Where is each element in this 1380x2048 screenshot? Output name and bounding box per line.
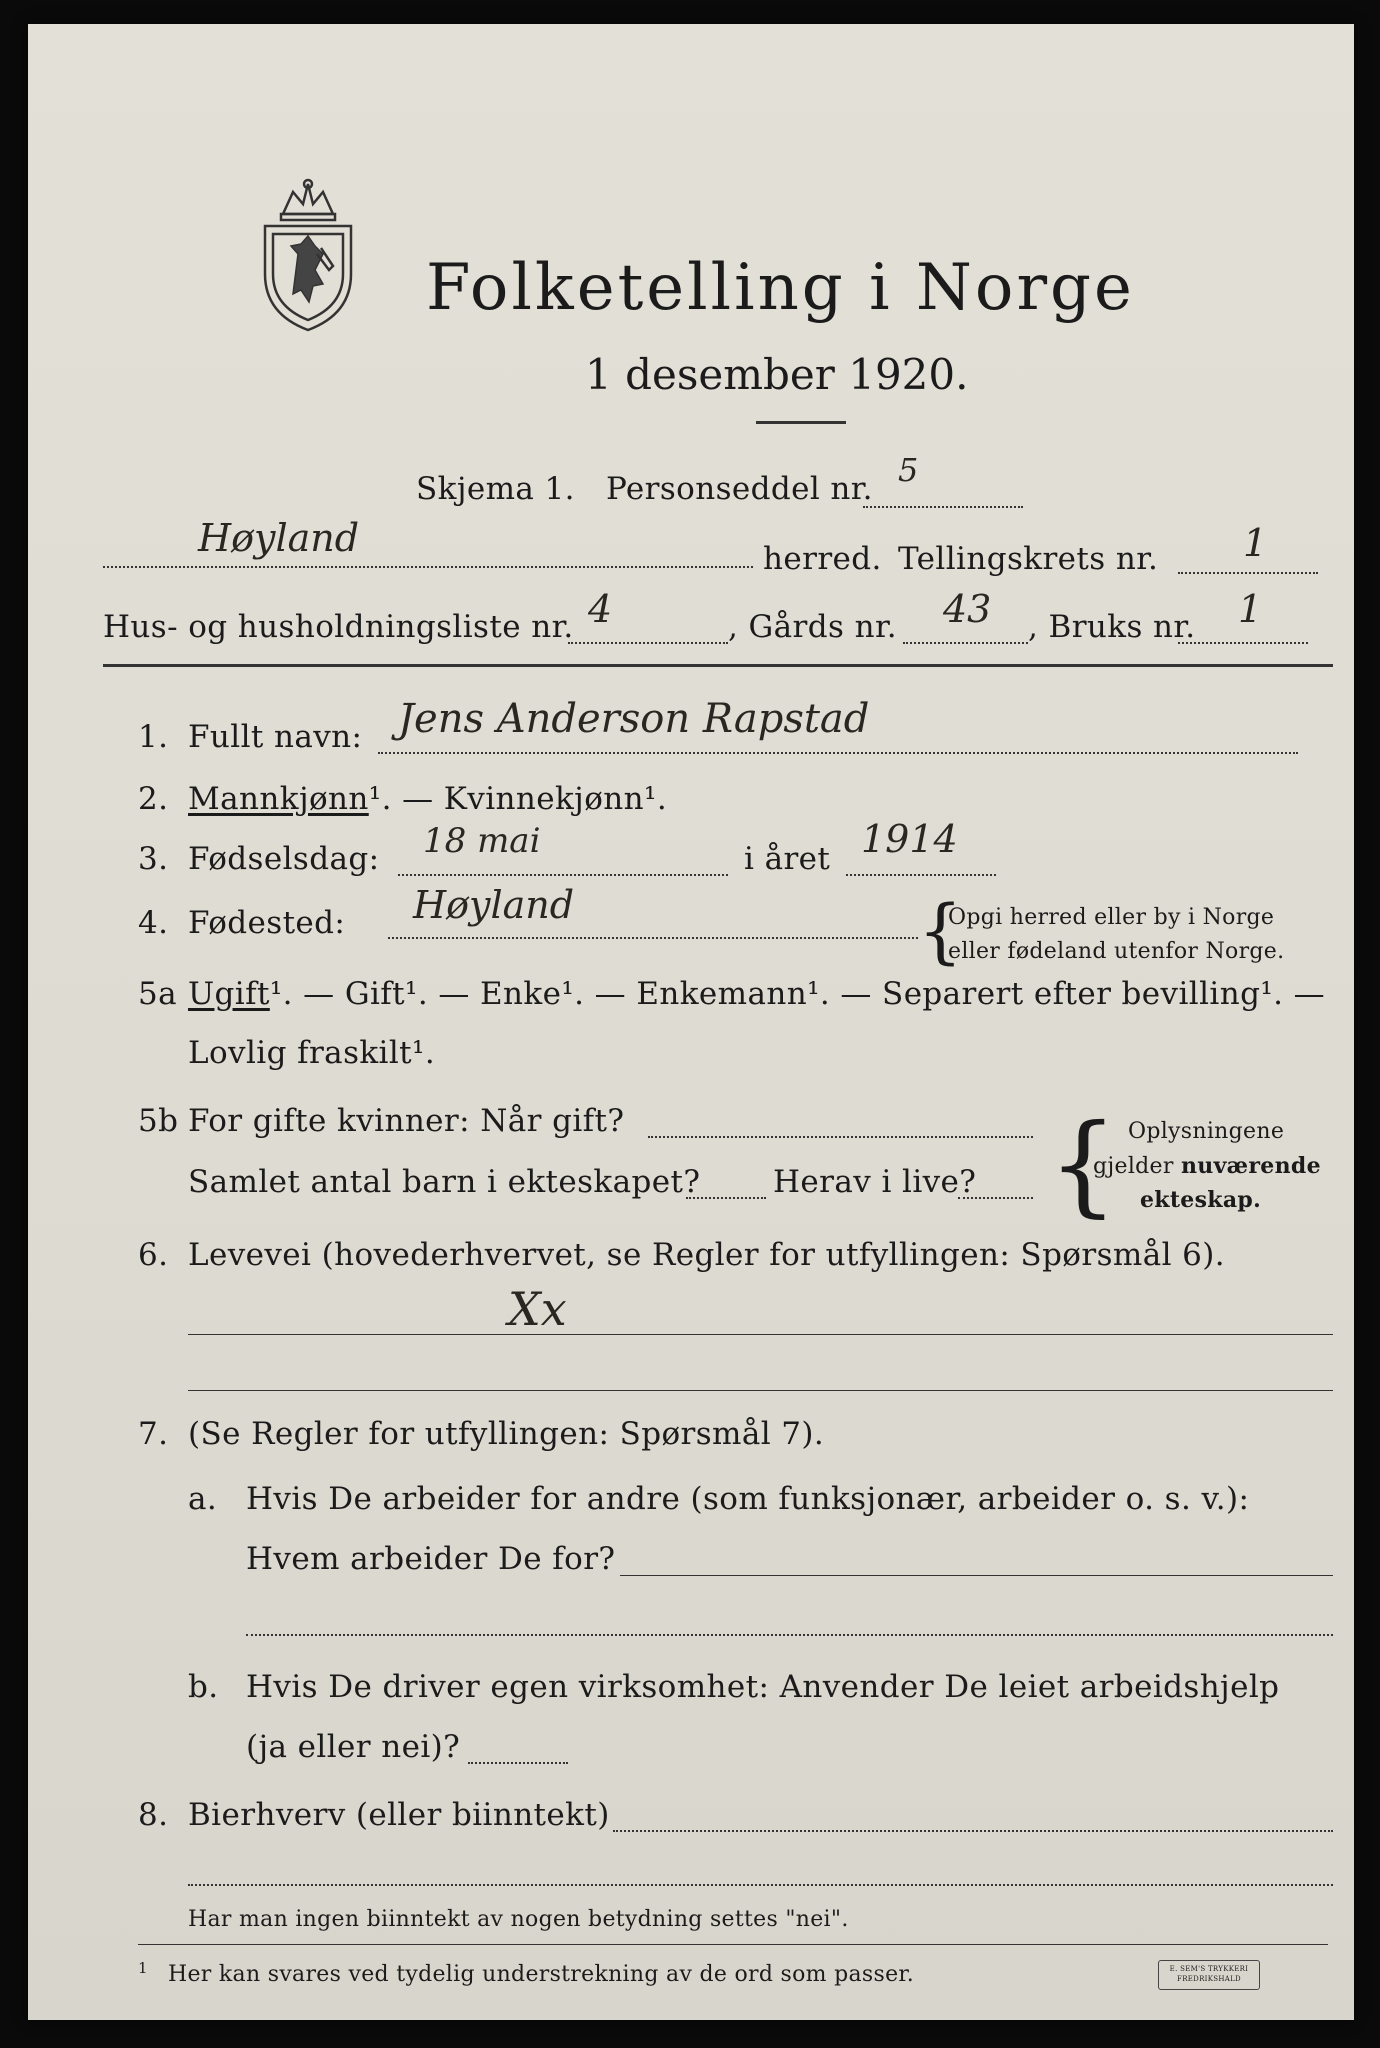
herred-value: Høyland <box>198 516 360 560</box>
q6-value: Xx <box>508 1282 567 1336</box>
q5b-note-line3: ekteskap. <box>1140 1187 1262 1213</box>
personseddel-value: 5 <box>898 451 919 489</box>
q6-line1 <box>188 1334 1333 1335</box>
header-separator <box>103 664 1333 667</box>
q5b-children-label: Samlet antal barn i ekteskapet? <box>188 1164 701 1200</box>
q2-text <box>188 781 668 817</box>
q5a-unmarried-option: Ugift <box>188 976 270 1012</box>
q2-male-option: Mannkjønn <box>188 781 369 817</box>
q7a-number: a. <box>188 1481 218 1517</box>
q3-line <box>398 874 728 876</box>
q4-number: 4. <box>138 905 169 941</box>
q8-number: 8. <box>138 1797 169 1833</box>
q7a-extra-line <box>246 1634 1333 1636</box>
q8-line2 <box>188 1884 1333 1886</box>
tellingskrets-label: Tellingskrets nr. <box>898 541 1159 577</box>
q7a-employer-label: Hvem arbeider De for? <box>246 1541 616 1577</box>
gards-value: 43 <box>943 587 992 631</box>
q5b-alive-line <box>958 1197 1033 1199</box>
printer-stamp-line1: E. SEM'S TRYKKERI <box>1169 1965 1249 1973</box>
q3-year-label: i året <box>744 841 831 877</box>
census-form-sheet <box>28 24 1354 2020</box>
q1-value: Jens Anderson Rapstad <box>398 696 870 742</box>
footnote-text: Her kan svares ved tydelig understrekning av de ord som passer. <box>168 1962 915 1987</box>
q2-number: 2. <box>138 781 169 817</box>
q5b-note-line2: gjelder nuværende <box>1093 1153 1321 1179</box>
q7b-yesno-line <box>468 1762 568 1764</box>
q4-note-line1: Opgi herred eller by i Norge <box>948 905 1275 930</box>
q5a-text <box>188 976 1326 1012</box>
q3-label: Fødselsdag: <box>188 841 380 877</box>
q5a-other-options: ¹. — Gift¹. — Enke¹. — Enkemann¹. — Separert efter bevilling¹. — <box>269 976 1326 1012</box>
q7b-label: Hvis De driver egen virksomhet: Anvender De leiet arbeidshjelp <box>246 1669 1280 1705</box>
q7b-number: b. <box>188 1669 219 1705</box>
q1-line <box>378 752 1298 754</box>
schema-label: Skjema 1. <box>416 471 575 507</box>
q7b-yesno-label: (ja eller nei)? <box>246 1729 461 1765</box>
tellingskrets-line <box>1178 572 1318 574</box>
footnote-mark: 1 <box>138 1959 148 1977</box>
tellingskrets-value: 1 <box>1243 521 1268 565</box>
q8-note: Har man ingen biinntekt av nogen betydning settes "nei". <box>188 1907 849 1932</box>
q5b-label: For gifte kvinner: Når gift? <box>188 1103 625 1139</box>
q4-value: Høyland <box>413 883 575 927</box>
husliste-value: 4 <box>588 587 613 631</box>
q7a-label: Hvis De arbeider for andre (som funksjonær, arbeider o. s. v.): <box>246 1481 1250 1517</box>
q5b-children-line <box>686 1197 766 1199</box>
q3-year-value: 1914 <box>861 817 958 861</box>
q6-label: Levevei (hovederhvervet, se Regler for utfyllingen: Spørsmål 6). <box>188 1237 1226 1273</box>
q1-number: 1. <box>138 719 169 755</box>
printer-stamp <box>1158 1960 1260 1990</box>
coat-of-arms-icon <box>253 174 363 334</box>
q1-label: Fullt navn: <box>188 719 363 755</box>
q5a-number: 5a <box>138 976 178 1012</box>
q2-female-option: ¹. — Kvinnekjønn¹. <box>368 781 668 817</box>
printer-stamp-line2: FREDRIKSHALD <box>1177 1975 1241 1983</box>
q3-number: 3. <box>138 841 169 877</box>
census-date: 1 desember 1920. <box>585 350 969 399</box>
q5b-number: 5b <box>138 1103 179 1139</box>
herred-line <box>103 566 753 568</box>
footnote-separator <box>138 1944 1328 1945</box>
q5b-alive-label: Herav i live? <box>773 1164 977 1200</box>
q4-note-line2: eller fødeland utenfor Norge. <box>948 939 1285 964</box>
form-title: Folketelling i Norge <box>426 251 1135 325</box>
q8-line1 <box>613 1830 1333 1832</box>
q3-value: 18 mai <box>423 821 541 861</box>
q7a-employer-line <box>620 1575 1333 1576</box>
q4-brace: { <box>918 890 963 972</box>
q4-label: Fødested: <box>188 905 346 941</box>
q6-line2 <box>188 1390 1333 1391</box>
q5b-brace: { <box>1048 1100 1118 1228</box>
bruks-line <box>1178 642 1308 644</box>
q5b-note-line1: Oplysningene <box>1128 1119 1285 1144</box>
gards-line <box>903 642 1028 644</box>
q5a-line2: Lovlig fraskilt¹. <box>188 1035 436 1071</box>
title-divider <box>756 421 846 424</box>
personseddel-label: Personseddel nr. <box>606 471 873 507</box>
q6-number: 6. <box>138 1237 169 1273</box>
personseddel-line <box>863 506 1023 508</box>
q5b-married-line <box>648 1136 1033 1138</box>
herred-label: herred. <box>763 541 882 577</box>
q7-number: 7. <box>138 1416 169 1452</box>
q3-year-line <box>846 874 996 876</box>
husliste-line <box>568 642 728 644</box>
gards-label: , Gårds nr. <box>728 609 898 645</box>
q8-label: Bierhverv (eller biinntekt) <box>188 1797 610 1833</box>
bruks-value: 1 <box>1238 587 1263 631</box>
husliste-label: Hus- og husholdningsliste nr. <box>103 609 574 645</box>
bruks-label: , Bruks nr. <box>1028 609 1196 645</box>
q7-label: (Se Regler for utfyllingen: Spørsmål 7). <box>188 1416 825 1452</box>
q4-line <box>388 937 918 939</box>
